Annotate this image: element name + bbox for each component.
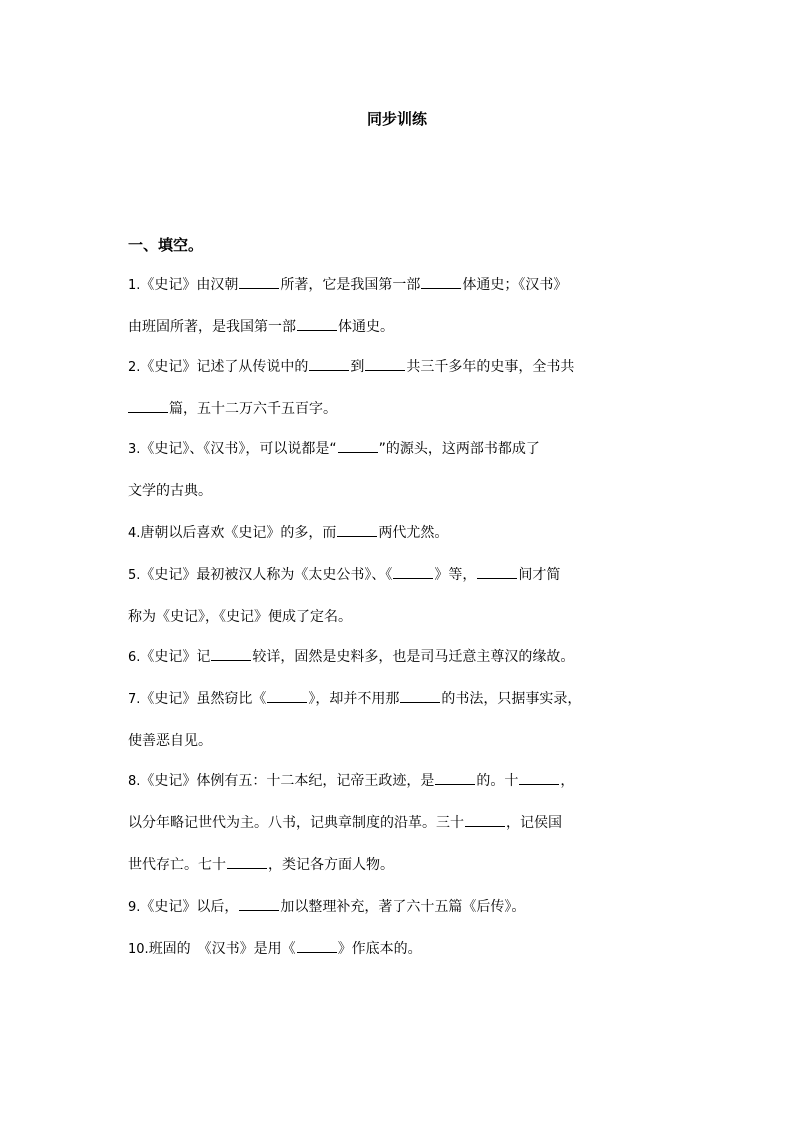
question-number: 8. xyxy=(128,774,141,789)
answer-blank[interactable] xyxy=(465,812,505,827)
question-text: 》，却并不用那 xyxy=(308,691,400,707)
question-text: 《史记》体例有五：十二本纪，记帝王政迹，是 xyxy=(140,773,435,789)
question-5-line-2 xyxy=(128,606,688,628)
question-3-line-1 xyxy=(128,438,688,461)
question-2-line-1 xyxy=(128,356,688,379)
question-text: 体通史。 xyxy=(338,319,394,335)
question-text: 共三千多年的史事，全书共 xyxy=(406,359,575,375)
answer-blank[interactable] xyxy=(211,646,251,661)
answer-blank[interactable] xyxy=(309,356,349,371)
section-heading: 一、填空。 xyxy=(128,236,204,254)
answer-blank[interactable] xyxy=(239,896,279,911)
question-text: 的。十 xyxy=(476,773,519,789)
question-text: 班固的 《汉书》是用《 xyxy=(148,941,296,957)
question-text: 由班固所著，是我国第一部 xyxy=(128,319,296,335)
question-text: 》等， xyxy=(434,567,477,583)
question-text: 两代尤然。 xyxy=(378,525,449,541)
question-text: 《史记》虽然窃比《 xyxy=(140,691,267,707)
question-text: ，类记各方面人物。 xyxy=(268,857,394,873)
question-text: 《史记》由汉朝 xyxy=(140,277,239,293)
question-3-line-2 xyxy=(128,480,688,502)
question-text: 到 xyxy=(350,359,365,375)
question-6-line-1 xyxy=(128,646,688,669)
question-text: 唐朝以后喜欢《史记》的多，而 xyxy=(140,525,337,541)
answer-blank[interactable] xyxy=(338,438,378,453)
answer-blank[interactable] xyxy=(297,938,337,953)
question-number: 4. xyxy=(128,526,141,541)
answer-blank[interactable] xyxy=(365,356,405,371)
answer-blank[interactable] xyxy=(400,688,440,703)
page-title: 同步训练 xyxy=(366,110,427,128)
question-text: 《史记》、《汉书》，可以说都是“ xyxy=(140,441,337,457)
question-8-line-1 xyxy=(128,770,688,793)
question-text: 世代存亡。七十 xyxy=(128,857,226,873)
question-5-line-1 xyxy=(128,564,688,587)
answer-blank[interactable] xyxy=(421,274,461,289)
question-text: 文学的古典。 xyxy=(128,483,212,499)
answer-blank[interactable] xyxy=(227,854,267,869)
question-4-line-1 xyxy=(128,522,688,545)
answer-blank[interactable] xyxy=(297,316,337,331)
answer-blank[interactable] xyxy=(393,564,433,579)
question-2-line-2 xyxy=(128,398,688,420)
question-number: 2. xyxy=(128,360,141,375)
question-1-line-2 xyxy=(128,316,688,338)
question-text: 使善恶自见。 xyxy=(128,733,212,749)
question-number: 5. xyxy=(128,568,141,583)
question-1-line-1 xyxy=(128,274,688,297)
question-number: 6. xyxy=(128,650,141,665)
question-text: 《史记》记 xyxy=(140,649,211,665)
question-number: 1. xyxy=(128,278,141,293)
question-7-line-2 xyxy=(128,730,688,752)
question-text: ”的源头，这两部书都成了 xyxy=(378,441,540,457)
question-text: 》作底本的。 xyxy=(337,941,422,957)
question-text: 所著，它是我国第一部 xyxy=(280,277,421,293)
answer-blank[interactable] xyxy=(239,274,279,289)
question-9-line-1 xyxy=(128,896,688,919)
question-text: 《史记》以后， xyxy=(140,899,239,915)
question-number: 10. xyxy=(128,942,149,957)
question-text: ， xyxy=(560,773,575,789)
answer-blank[interactable] xyxy=(519,770,559,785)
question-number: 7. xyxy=(128,692,141,707)
question-text: 加以整理补充，著了六十五篇《后传》。 xyxy=(280,899,526,915)
question-number: 9. xyxy=(128,900,141,915)
question-text: 的书法，只据事实录， xyxy=(441,691,582,707)
answer-blank[interactable] xyxy=(337,522,377,537)
question-text: 较详，固然是史料多，也是司马迁意主尊汉的缘故。 xyxy=(252,649,575,665)
question-8-line-2 xyxy=(128,812,688,834)
question-text: 以分年略记世代为主。八书，记典章制度的沿革。三十 xyxy=(128,815,464,831)
question-text: 篇，五十二万六千五百字。 xyxy=(169,401,337,417)
question-text: 间才简 xyxy=(518,567,561,583)
answer-blank[interactable] xyxy=(267,688,307,703)
question-10-line-1 xyxy=(128,938,688,961)
answer-blank[interactable] xyxy=(128,398,168,413)
question-text: 《史记》记述了从传说中的 xyxy=(140,359,309,375)
question-7-line-1 xyxy=(128,688,688,711)
answer-blank[interactable] xyxy=(435,770,475,785)
question-text: 《史记》最初被汉人称为《太史公书》、《 xyxy=(140,567,393,583)
question-8-line-3 xyxy=(128,854,688,876)
question-text: 称为《史记》，《史记》便成了定名。 xyxy=(128,609,352,625)
answer-blank[interactable] xyxy=(477,564,517,579)
question-number: 3. xyxy=(128,442,141,457)
question-text: ，记侯国 xyxy=(506,815,562,831)
question-text: 体通史；《汉书》 xyxy=(462,277,568,293)
